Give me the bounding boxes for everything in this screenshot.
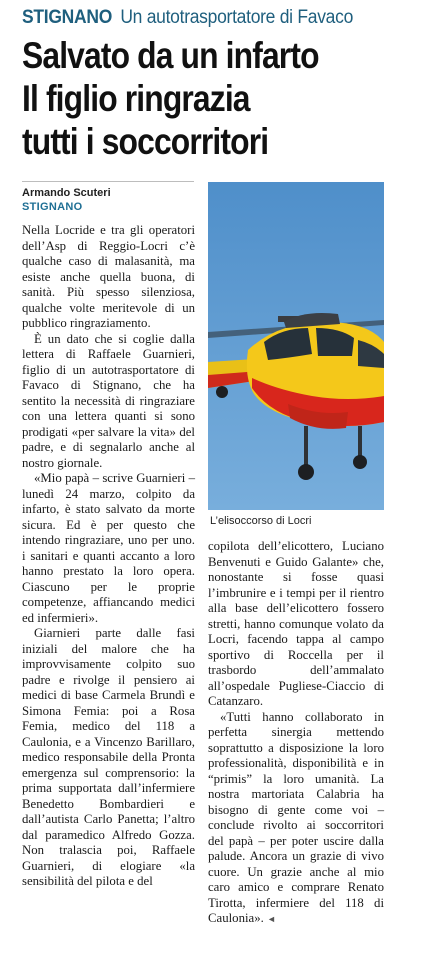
byline-divider <box>22 181 194 182</box>
article-paragraph-3: «Mio papà – scrive Guarnieri – lunedì 24 marzo, colpito da infarto, è stato salvato da morte sicura. Ed è per questo che intendo ringraziare, uno per uno. i sanitari e quanti accanto a loro hanno prestato la loro opera. Ciascuno per le proprie competenze, affiancando medici ed infermieri». <box>22 471 195 625</box>
article-paragraph-6 <box>208 710 384 928</box>
kicker-subtitle: Un autotrasportatore di Favaco <box>120 7 354 28</box>
byline <box>22 186 111 214</box>
article-column-right <box>208 539 384 928</box>
article-kicker <box>22 6 353 30</box>
headline-line-1: Salvato da un infarto <box>22 35 319 76</box>
kicker-place: STIGNANO <box>22 7 113 28</box>
article-column-left <box>22 223 195 890</box>
headline-line-2: Il figlio ringrazia <box>22 78 250 119</box>
helicopter-photo <box>208 182 384 510</box>
helicopter-illustration <box>208 182 384 510</box>
byline-author: Armando Scuteri <box>22 187 111 199</box>
photo-caption: L’elisoccorso di Locri <box>210 515 312 527</box>
article-paragraph-1: Nella Locride e tra gli operatori dell’Asp di Reggio-Locri c’è qualche caso di malasanità, ma esiste anche quella buona, di sanità. Più spesso silenziosa, qualche volte meritevole di un pubblico ringraziamento. <box>22 223 195 330</box>
article-paragraph-2: È un dato che si coglie dalla lettera di Raffaele Guarnieri, figlio di un autotrasportatore di Favaco di Stignano, che ha sentito la necessità di ringraziare con una lettera quanti si sono prodigati «per salvare la vita» del padre, e di segnalarlo anche al nostro giornale. <box>22 331 195 470</box>
article-headline <box>22 34 319 163</box>
article-paragraph-6-text: «Tutti hanno collaborato in perfetta sinergia mettendo soprattutto a disposizione la loro professionalità, disponibilità e in “primis” la loro umanità. La nostra martoriata Calabria ha bisogno di gente come voi – conclude rivolto ai soccorritori del papà – per poter uscire dalla palude. Ancora un grazie di vivo cuore. Un grazie anche al mio caro amico e comprare Renato Tirotta, infermiere del 118 di Caulonia». <box>208 709 384 925</box>
end-mark-icon: ◄ <box>267 914 276 924</box>
article-paragraph-5: copilota dell’elicottero, Luciano Benvenuti e Guido Galante» che, nonostante si fosse quasi l’imbrunire e i tempi per il rientro alla base dell’elicottero fossero stretti, hanno comunque volato da Locri, facendo tappa al campo sportivo di Roccella per il trasbordo dell’ammalato all’ospedale Pugliese-Ciaccio di Catanzaro. <box>208 539 384 708</box>
article-paragraph-4: Giarnieri parte dalle fasi iniziali del malore che ha improvvisamente colpito suo padre e rivolge il pensiero ai medici di base Carmela Brundì e Simona Femia: poi a Rosa Femia, medico del 118 a Caulonia, e a Vincenzo Barillaro, medico responsabile della Pronta emergenza sul comprensorio: la prima supportata dall’infermiere Benedetto Bombardieri e dall’autista Carlo Panetta; l’altro dal paramedico Alfredo Gozza. Non tralascia poi, Raffaele Guarnieri, di elogiare «la sensibilità del pilota e del <box>22 626 195 888</box>
headline-line-3: tutti i soccorritori <box>22 121 269 162</box>
byline-location: STIGNANO <box>22 201 83 213</box>
